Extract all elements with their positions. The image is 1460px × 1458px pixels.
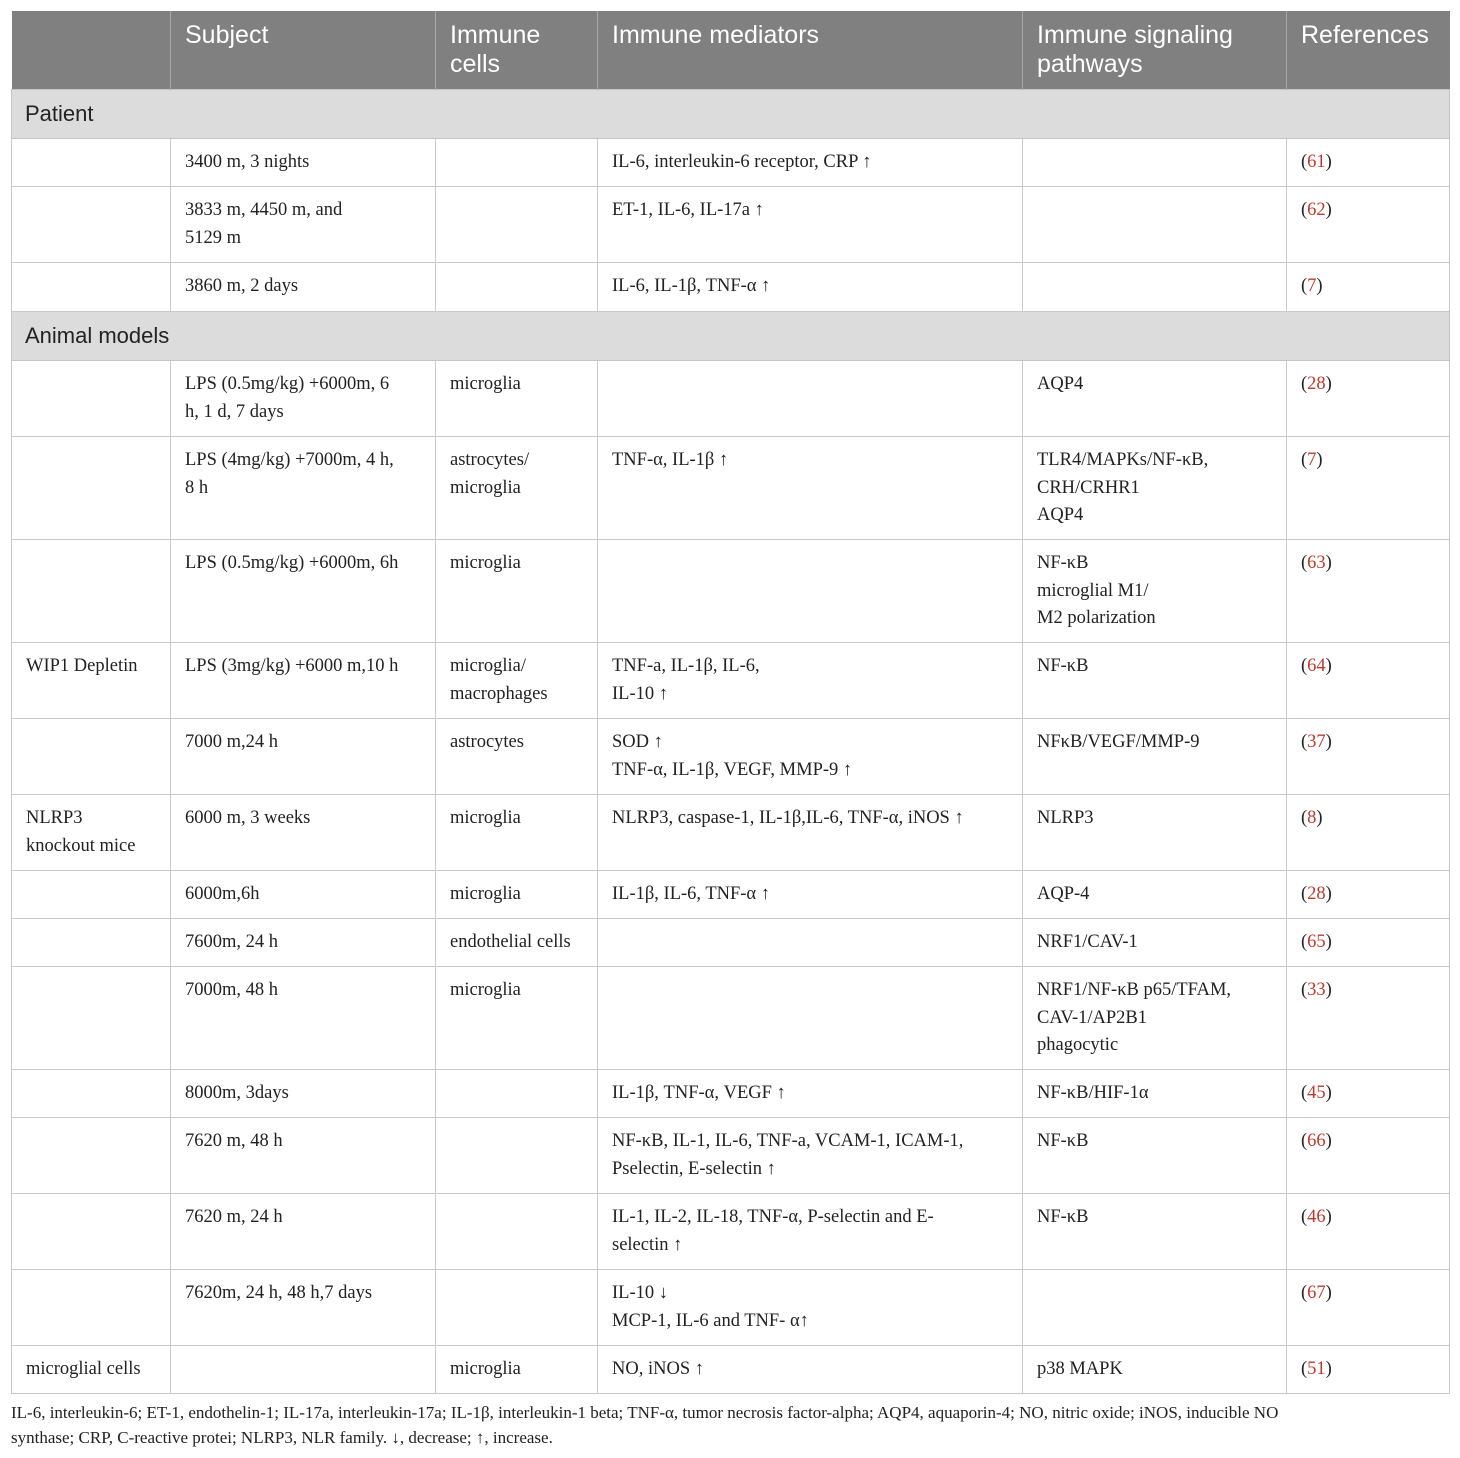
mediators-cell xyxy=(598,1070,1023,1118)
cell-line: 8000m, 3days xyxy=(185,1083,289,1103)
mediators-cell xyxy=(598,1346,1023,1394)
section-title: Animal models xyxy=(12,312,1450,361)
cell-line: LPS (0.5mg/kg) +6000m, 6h xyxy=(185,553,399,573)
ref-paren: ) xyxy=(1325,932,1332,952)
ref-paren: ( xyxy=(1301,276,1308,296)
cell-line: IL-1, IL-2, IL-18, TNF-α, P-selectin and E- xyxy=(612,1207,934,1227)
mediators-cell xyxy=(598,540,1023,643)
cell-line: astrocytes/ xyxy=(450,450,530,470)
ref-paren: ( xyxy=(1301,1131,1308,1151)
cell-line: IL-6, interleukin-6 receptor, CRP ↑ xyxy=(612,152,872,172)
subject-cell xyxy=(171,1346,436,1394)
pathways-cell xyxy=(1023,263,1287,312)
reference-link[interactable]: 28 xyxy=(1307,884,1326,904)
ref-paren: ( xyxy=(1301,808,1308,828)
reference-link[interactable]: 62 xyxy=(1307,200,1326,220)
cell-line: MCP-1, IL-6 and TNF- α↑ xyxy=(612,1310,809,1331)
mediators-cell xyxy=(598,437,1023,540)
cell-line: CRH/CRHR1 xyxy=(1037,477,1140,498)
cell-line: LPS (0.5mg/kg) +6000m, 6 xyxy=(185,374,390,394)
cell-line: h, 1 d, 7 days xyxy=(185,401,284,422)
cell-line: NFκB/VEGF/MMP-9 xyxy=(1037,732,1200,752)
subject-cell xyxy=(171,1118,436,1194)
subject-cell xyxy=(171,967,436,1070)
cell-line: IL-10 ↑ xyxy=(612,683,668,704)
cell-line: NF-κB xyxy=(1037,1131,1089,1151)
group-cell xyxy=(12,187,171,263)
ref-paren: ) xyxy=(1316,450,1323,470)
subject-cell xyxy=(171,1270,436,1346)
reference-link[interactable]: 37 xyxy=(1307,732,1326,752)
cell-line: 6000m,6h xyxy=(185,884,260,904)
cell-line: M2 polarization xyxy=(1037,608,1156,628)
ref-paren: ( xyxy=(1301,1083,1308,1103)
immune-cells-cell xyxy=(436,437,598,540)
ref-paren: ( xyxy=(1301,200,1308,220)
cell-line: microglia xyxy=(450,1359,521,1379)
mediators-cell xyxy=(598,187,1023,263)
subject-cell xyxy=(171,437,436,540)
ref-paren: ( xyxy=(1301,553,1308,573)
reference-link[interactable]: 45 xyxy=(1307,1083,1326,1103)
pathways-cell xyxy=(1023,967,1287,1070)
group-cell xyxy=(12,795,171,871)
table-body xyxy=(12,90,1450,1394)
cell-line: TNF-a, IL-1β, IL-6, xyxy=(612,656,760,676)
immune-cells-cell xyxy=(436,1194,598,1270)
cell-line: AQP4 xyxy=(1037,505,1084,525)
table-row xyxy=(12,643,1450,719)
group-cell xyxy=(12,1118,171,1194)
reference-link[interactable]: 67 xyxy=(1307,1283,1326,1303)
immune-cells-cell xyxy=(436,967,598,1070)
table-footnote xyxy=(11,1400,1449,1450)
references-cell xyxy=(1287,361,1450,437)
references-cell xyxy=(1287,871,1450,919)
pathways-cell xyxy=(1023,1070,1287,1118)
references-cell xyxy=(1287,1070,1450,1118)
cell-line: NO, iNOS ↑ xyxy=(612,1359,704,1379)
ref-paren: ) xyxy=(1325,1359,1332,1379)
footnote-line: IL-6, interleukin-6; ET-1, endothelin-1; IL-17a, interleukin-17a; IL-1β, interleukin-1 beta; TNF-α, tumor necrosis factor-alpha; AQP4, aquaporin-4; NO, nitric oxide; iNOS, inducible NO xyxy=(11,1403,1279,1422)
mediators-cell xyxy=(598,263,1023,312)
cell-line: IL-1β, TNF-α, VEGF ↑ xyxy=(612,1083,786,1103)
mediators-cell xyxy=(598,1118,1023,1194)
reference-link[interactable]: 66 xyxy=(1307,1131,1326,1151)
group-cell xyxy=(12,719,171,795)
group-cell xyxy=(12,437,171,540)
subject-cell xyxy=(171,540,436,643)
references-cell xyxy=(1287,437,1450,540)
cell-line: astrocytes xyxy=(450,732,524,752)
cell-line: IL-1β, IL-6, TNF-α ↑ xyxy=(612,884,770,904)
group-cell xyxy=(12,1194,171,1270)
subject-cell xyxy=(171,919,436,967)
immune-cells-cell xyxy=(436,795,598,871)
cell-line: microglia xyxy=(450,374,521,394)
cell-line: NRF1/NF-κB p65/TFAM, xyxy=(1037,980,1232,1000)
cell-line: 7600m, 24 h xyxy=(185,932,279,952)
cell-line: ET-1, IL-6, IL-17a ↑ xyxy=(612,200,764,220)
ref-paren: ) xyxy=(1325,1131,1332,1151)
pathways-cell xyxy=(1023,871,1287,919)
cell-line: 7000 m,24 h xyxy=(185,732,279,752)
cell-line: NLRP3 xyxy=(1037,808,1094,828)
table-row xyxy=(12,139,1450,187)
pathways-cell xyxy=(1023,795,1287,871)
subject-cell xyxy=(171,263,436,312)
pathways-cell xyxy=(1023,1118,1287,1194)
references-cell xyxy=(1287,1346,1450,1394)
table-row xyxy=(12,795,1450,871)
cell-line: CAV-1/AP2B1 xyxy=(1037,1007,1148,1028)
immune-response-table xyxy=(11,11,1450,1394)
cell-line: NF-κB/HIF-1α xyxy=(1037,1083,1149,1103)
table-row xyxy=(12,1118,1450,1194)
header-row xyxy=(12,11,1450,90)
cell-line: LPS (4mg/kg) +7000m, 4 h, xyxy=(185,450,394,470)
group-cell xyxy=(12,967,171,1070)
ref-paren: ) xyxy=(1325,374,1332,394)
ref-paren: ) xyxy=(1325,732,1332,752)
ref-paren: ) xyxy=(1325,152,1332,172)
immune-cells-cell xyxy=(436,187,598,263)
reference-link[interactable]: 46 xyxy=(1307,1207,1326,1227)
cell-line: NF-κB xyxy=(1037,553,1089,573)
subject-cell xyxy=(171,139,436,187)
header-references: References xyxy=(1287,11,1450,90)
header-blank xyxy=(12,11,171,90)
references-cell xyxy=(1287,263,1450,312)
cell-line: WIP1 Depletin xyxy=(26,656,138,676)
cell-line: NLRP3 xyxy=(26,808,83,828)
mediators-cell xyxy=(598,719,1023,795)
table-row xyxy=(12,967,1450,1070)
group-cell xyxy=(12,1346,171,1394)
subject-cell xyxy=(171,1194,436,1270)
references-cell xyxy=(1287,795,1450,871)
group-cell xyxy=(12,263,171,312)
cell-line: Pselectin, E-selectin ↑ xyxy=(612,1158,776,1179)
subject-cell xyxy=(171,1070,436,1118)
reference-link[interactable]: 7 xyxy=(1307,276,1317,296)
subject-cell xyxy=(171,361,436,437)
group-cell xyxy=(12,919,171,967)
ref-paren: ( xyxy=(1301,1359,1308,1379)
cell-line: NF-κB, IL-1, IL-6, TNF-a, VCAM-1, ICAM-1, xyxy=(612,1131,964,1151)
header-immune-cells: Immune cells xyxy=(436,11,598,90)
references-cell xyxy=(1287,187,1450,263)
cell-line: p38 MAPK xyxy=(1037,1359,1123,1379)
references-cell xyxy=(1287,643,1450,719)
table-row xyxy=(12,1070,1450,1118)
header-signaling-pathways: Immune signaling pathways xyxy=(1023,11,1287,90)
immune-cells-cell xyxy=(436,1118,598,1194)
references-cell xyxy=(1287,1270,1450,1346)
immune-cells-cell xyxy=(436,919,598,967)
immune-cells-cell xyxy=(436,1070,598,1118)
pathways-cell xyxy=(1023,1346,1287,1394)
ref-paren: ( xyxy=(1301,1283,1308,1303)
immune-cells-cell xyxy=(436,540,598,643)
mediators-cell xyxy=(598,795,1023,871)
immune-cells-cell xyxy=(436,719,598,795)
references-cell xyxy=(1287,967,1450,1070)
cell-line: IL-6, IL-1β, TNF-α ↑ xyxy=(612,276,771,296)
table-container xyxy=(11,11,1449,1450)
cell-line: microglia xyxy=(450,553,521,573)
reference-link[interactable]: 33 xyxy=(1307,980,1326,1000)
immune-cells-cell xyxy=(436,1346,598,1394)
ref-paren: ) xyxy=(1325,980,1332,1000)
section-row xyxy=(12,90,1450,139)
cell-line: phagocytic xyxy=(1037,1035,1119,1055)
cell-line: microglial cells xyxy=(26,1359,141,1379)
reference-link[interactable]: 61 xyxy=(1307,152,1326,172)
table-row xyxy=(12,1194,1450,1270)
cell-line: NF-κB xyxy=(1037,656,1089,676)
references-cell xyxy=(1287,719,1450,795)
mediators-cell xyxy=(598,871,1023,919)
reference-link[interactable]: 51 xyxy=(1307,1359,1326,1379)
ref-paren: ( xyxy=(1301,884,1308,904)
table-row xyxy=(12,919,1450,967)
ref-paren: ( xyxy=(1301,152,1308,172)
mediators-cell xyxy=(598,139,1023,187)
mediators-cell xyxy=(598,919,1023,967)
cell-line: knockout mice xyxy=(26,835,136,856)
subject-cell xyxy=(171,643,436,719)
cell-line: 3400 m, 3 nights xyxy=(185,152,310,172)
immune-cells-cell xyxy=(436,871,598,919)
cell-line: IL-10 ↓ xyxy=(612,1283,668,1303)
ref-paren: ( xyxy=(1301,656,1308,676)
ref-paren: ) xyxy=(1325,553,1332,573)
ref-paren: ( xyxy=(1301,932,1308,952)
cell-line: SOD ↑ xyxy=(612,732,663,752)
cell-line: TLR4/MAPKs/NF-κB, xyxy=(1037,450,1209,470)
pathways-cell xyxy=(1023,1194,1287,1270)
cell-line: microglial M1/ xyxy=(1037,580,1149,601)
cell-line: selectin ↑ xyxy=(612,1234,683,1255)
group-cell xyxy=(12,1270,171,1346)
table-row xyxy=(12,263,1450,312)
mediators-cell xyxy=(598,1270,1023,1346)
ref-paren: ) xyxy=(1325,1083,1332,1103)
cell-line: macrophages xyxy=(450,683,548,704)
reference-link[interactable]: 65 xyxy=(1307,932,1326,952)
ref-paren: ) xyxy=(1325,1207,1332,1227)
group-cell xyxy=(12,643,171,719)
group-cell xyxy=(12,139,171,187)
section-title: Patient xyxy=(12,90,1450,139)
ref-paren: ( xyxy=(1301,450,1308,470)
cell-line: NLRP3, caspase-1, IL-1β,IL-6, TNF-α, iNOS ↑ xyxy=(612,808,964,828)
ref-paren: ) xyxy=(1325,656,1332,676)
group-cell xyxy=(12,871,171,919)
pathways-cell xyxy=(1023,361,1287,437)
mediators-cell xyxy=(598,967,1023,1070)
subject-cell xyxy=(171,187,436,263)
section-row xyxy=(12,312,1450,361)
ref-paren: ) xyxy=(1325,1283,1332,1303)
references-cell xyxy=(1287,139,1450,187)
cell-line: 8 h xyxy=(185,477,209,498)
pathways-cell xyxy=(1023,919,1287,967)
pathways-cell xyxy=(1023,139,1287,187)
cell-line: 7620 m, 24 h xyxy=(185,1207,283,1227)
pathways-cell xyxy=(1023,540,1287,643)
ref-paren: ) xyxy=(1325,200,1332,220)
cell-line: 3833 m, 4450 m, and xyxy=(185,200,343,220)
cell-line: 7000m, 48 h xyxy=(185,980,279,1000)
reference-link[interactable]: 8 xyxy=(1307,808,1317,828)
ref-paren: ( xyxy=(1301,732,1308,752)
subject-cell xyxy=(171,719,436,795)
group-cell xyxy=(12,1070,171,1118)
subject-cell xyxy=(171,871,436,919)
ref-paren: ( xyxy=(1301,980,1308,1000)
subject-cell xyxy=(171,795,436,871)
table-row xyxy=(12,871,1450,919)
pathways-cell xyxy=(1023,187,1287,263)
table-row xyxy=(12,361,1450,437)
references-cell xyxy=(1287,919,1450,967)
cell-line: microglia/ xyxy=(450,656,527,676)
references-cell xyxy=(1287,1194,1450,1270)
ref-paren: ( xyxy=(1301,1207,1308,1227)
cell-line: NRF1/CAV-1 xyxy=(1037,932,1138,952)
immune-cells-cell xyxy=(436,643,598,719)
reference-link[interactable]: 63 xyxy=(1307,553,1326,573)
references-cell xyxy=(1287,1118,1450,1194)
reference-link[interactable]: 7 xyxy=(1307,450,1317,470)
table-row xyxy=(12,719,1450,795)
cell-line: TNF-α, IL-1β ↑ xyxy=(612,450,729,470)
header-immune-mediators: Immune mediators xyxy=(598,11,1023,90)
cell-line: LPS (3mg/kg) +6000 m,10 h xyxy=(185,656,399,676)
table-header xyxy=(12,11,1450,90)
cell-line: 3860 m, 2 days xyxy=(185,276,299,296)
reference-link[interactable]: 28 xyxy=(1307,374,1326,394)
immune-cells-cell xyxy=(436,361,598,437)
cell-line: microglia xyxy=(450,808,521,828)
table-row xyxy=(12,1270,1450,1346)
cell-line: 7620m, 24 h, 48 h,7 days xyxy=(185,1283,373,1303)
cell-line: NF-κB xyxy=(1037,1207,1089,1227)
cell-line: endothelial cells xyxy=(450,932,571,952)
table-row xyxy=(12,540,1450,643)
ref-paren: ) xyxy=(1316,808,1323,828)
immune-cells-cell xyxy=(436,1270,598,1346)
table-row xyxy=(12,437,1450,540)
pathways-cell xyxy=(1023,643,1287,719)
group-cell xyxy=(12,361,171,437)
reference-link[interactable]: 64 xyxy=(1307,656,1326,676)
immune-cells-cell xyxy=(436,139,598,187)
ref-paren: ( xyxy=(1301,374,1308,394)
cell-line: microglia xyxy=(450,477,521,498)
pathways-cell xyxy=(1023,719,1287,795)
header-subject: Subject xyxy=(171,11,436,90)
group-cell xyxy=(12,540,171,643)
cell-line: microglia xyxy=(450,980,521,1000)
references-cell xyxy=(1287,540,1450,643)
table-row xyxy=(12,1346,1450,1394)
cell-line: AQP-4 xyxy=(1037,884,1090,904)
ref-paren: ) xyxy=(1325,884,1332,904)
cell-line: AQP4 xyxy=(1037,374,1084,394)
cell-line: 5129 m xyxy=(185,227,242,248)
pathways-cell xyxy=(1023,437,1287,540)
cell-line: 6000 m, 3 weeks xyxy=(185,808,311,828)
ref-paren: ) xyxy=(1316,276,1323,296)
pathways-cell xyxy=(1023,1270,1287,1346)
cell-line: microglia xyxy=(450,884,521,904)
cell-line: TNF-α, IL-1β, VEGF, MMP-9 ↑ xyxy=(612,759,853,780)
mediators-cell xyxy=(598,1194,1023,1270)
mediators-cell xyxy=(598,361,1023,437)
table-row xyxy=(12,187,1450,263)
mediators-cell xyxy=(598,643,1023,719)
footnote-line: synthase; CRP, C-reactive protei; NLRP3, NLR family. ↓, decrease; ↑, increase. xyxy=(11,1428,553,1447)
cell-line: 7620 m, 48 h xyxy=(185,1131,283,1151)
immune-cells-cell xyxy=(436,263,598,312)
